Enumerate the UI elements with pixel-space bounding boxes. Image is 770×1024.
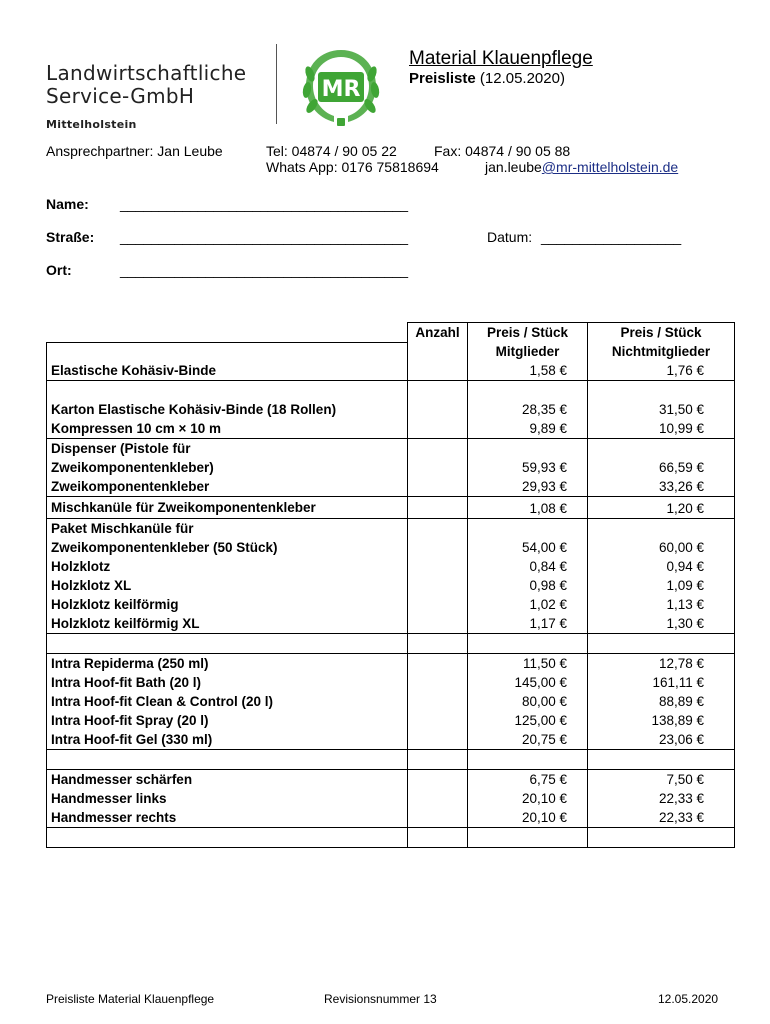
item-name	[47, 519, 408, 558]
item-nonmember-price: 0,94 €	[588, 557, 735, 576]
street-label: Straße:	[46, 229, 95, 245]
item-quantity[interactable]	[408, 789, 468, 808]
item-member-price: 28,35 €	[468, 400, 588, 419]
header-nonmember-price: Preis / Stück	[588, 323, 735, 343]
item-nonmember-price: 22,33 €	[588, 808, 735, 828]
table-row	[47, 730, 735, 750]
item-name: Holzklotz	[47, 557, 408, 576]
item-nonmember-price: 7,50 €	[588, 770, 735, 790]
item-nonmember-price: 1,20 €	[588, 497, 735, 519]
item-member-price: 20,10 €	[468, 808, 588, 828]
item-nonmember-price: 1,30 €	[588, 614, 735, 634]
item-quantity[interactable]	[408, 400, 468, 419]
item-quantity[interactable]	[408, 654, 468, 674]
item-member-price: 20,10 €	[468, 789, 588, 808]
item-member-price: 125,00 €	[468, 711, 588, 730]
item-name: Holzklotz keilförmig XL	[47, 614, 408, 634]
item-nonmember-price: 10,99 €	[588, 419, 735, 439]
item-member-price: 29,93 €	[468, 477, 588, 497]
table-row	[47, 654, 735, 674]
header-divider	[276, 44, 277, 124]
item-name: Intra Hoof-fit Clean & Control (20 l)	[47, 692, 408, 711]
company-line2: Service-GmbH	[46, 84, 195, 108]
item-name: Intra Hoof-fit Spray (20 l)	[47, 711, 408, 730]
item-quantity[interactable]	[408, 519, 468, 558]
item-name: Kompressen 10 cm × 10 m	[47, 419, 408, 439]
header-member-price: Preis / Stück	[468, 323, 588, 343]
table-row	[47, 519, 735, 558]
table-row	[47, 711, 735, 730]
table-row	[47, 557, 735, 576]
email-user: jan.leube	[485, 159, 542, 175]
item-name: Handmesser links	[47, 789, 408, 808]
item-nonmember-price: 23,06 €	[588, 730, 735, 750]
date-field-line[interactable]: __________________	[541, 229, 682, 245]
item-name-line1: Paket Mischkanüle für	[51, 521, 194, 536]
name-label: Name:	[46, 196, 89, 212]
item-member-price: 145,00 €	[468, 673, 588, 692]
item-quantity[interactable]	[408, 576, 468, 595]
item-name-line1: Dispenser (Pistole für	[51, 441, 191, 456]
item-member-price: 9,89 €	[468, 419, 588, 439]
page-subtitle	[409, 70, 565, 87]
table-row	[47, 673, 735, 692]
item-quantity[interactable]	[408, 361, 468, 381]
item-member-price: 1,17 €	[468, 614, 588, 634]
table-row	[47, 770, 735, 790]
date-label: Datum:	[487, 229, 533, 245]
footer-revision: Revisionsnummer 13	[324, 992, 437, 1006]
item-name: Holzklotz XL	[47, 576, 408, 595]
footer-date: 12.05.2020	[658, 992, 719, 1006]
item-member-price: 0,98 €	[468, 576, 588, 595]
item-quantity[interactable]	[408, 419, 468, 439]
header-member-label: Mitglieder	[468, 342, 588, 361]
item-nonmember-price: 66,59 €	[588, 439, 735, 478]
logo-text: MR	[321, 77, 361, 102]
contact-whatsapp: Whats App: 0176 75818694	[266, 159, 439, 175]
item-name: Handmesser rechts	[47, 808, 408, 828]
contact-partner: Ansprechpartner: Jan Leube	[46, 143, 223, 159]
item-member-price: 20,75 €	[468, 730, 588, 750]
item-member-price: 11,50 €	[468, 654, 588, 674]
item-name: Holzklotz keilförmig	[47, 595, 408, 614]
item-member-price: 59,93 €	[468, 439, 588, 478]
table-row	[47, 400, 735, 419]
item-quantity[interactable]	[408, 770, 468, 790]
subtitle-date: (12.05.2020)	[479, 70, 565, 87]
contact-fax: Fax: 04874 / 90 05 88	[434, 143, 571, 159]
table-row	[47, 477, 735, 497]
item-quantity[interactable]	[408, 673, 468, 692]
page-title: Material Klauenpflege	[409, 48, 593, 69]
item-member-price: 0,84 €	[468, 557, 588, 576]
item-quantity[interactable]	[408, 808, 468, 828]
email-domain-link[interactable]: @mr-mittelholstein.de	[541, 159, 679, 175]
item-quantity[interactable]	[408, 497, 468, 519]
table-row	[47, 576, 735, 595]
footer-left: Preisliste Material Klauenpflege	[46, 992, 215, 1006]
table-row-empty	[47, 634, 735, 654]
item-name: Karton Elastische Kohäsiv-Binde (18 Rollen)	[47, 400, 408, 419]
contact-tel: Tel: 04874 / 90 05 22	[266, 143, 397, 159]
item-quantity[interactable]	[408, 730, 468, 750]
item-quantity[interactable]	[408, 477, 468, 497]
item-name: Intra Hoof-fit Gel (330 ml)	[47, 730, 408, 750]
company-branch: Mittelholstein	[46, 118, 137, 131]
price-table	[46, 322, 735, 848]
item-name: Intra Hoof-fit Bath (20 l)	[47, 673, 408, 692]
item-nonmember-price: 161,11 €	[588, 673, 735, 692]
item-name-line2: Zweikomponentenkleber)	[51, 460, 214, 475]
item-nonmember-price: 31,50 €	[588, 400, 735, 419]
item-quantity[interactable]	[408, 557, 468, 576]
table-header-row-2	[47, 342, 735, 361]
item-name: Intra Repiderma (250 ml)	[47, 654, 408, 674]
table-row	[47, 614, 735, 634]
item-member-price: 1,02 €	[468, 595, 588, 614]
item-name: Handmesser schärfen	[47, 770, 408, 790]
item-nonmember-price: 22,33 €	[588, 789, 735, 808]
item-nonmember-price: 1,13 €	[588, 595, 735, 614]
item-member-price: 1,08 €	[468, 497, 588, 519]
item-name: Zweikomponentenkleber	[47, 477, 408, 497]
header-anzahl: Anzahl	[408, 323, 468, 343]
table-row	[47, 789, 735, 808]
company-name	[46, 62, 246, 132]
mr-logo	[298, 44, 384, 128]
table-row	[47, 595, 735, 614]
table-row	[47, 808, 735, 828]
item-nonmember-price: 1,76 €	[588, 361, 735, 381]
table-row-empty	[47, 828, 735, 848]
table-row	[47, 419, 735, 439]
item-nonmember-price: 60,00 €	[588, 519, 735, 558]
item-member-price: 6,75 €	[468, 770, 588, 790]
table-row-empty	[47, 750, 735, 770]
city-field-line[interactable]: _____________________________________	[120, 262, 409, 278]
item-quantity[interactable]	[408, 692, 468, 711]
item-nonmember-price: 1,09 €	[588, 576, 735, 595]
item-member-price: 1,58 €	[468, 361, 588, 381]
item-name: Elastische Kohäsiv-Binde	[47, 361, 408, 381]
item-name: Mischkanüle für Zweikomponentenkleber	[47, 497, 408, 519]
item-nonmember-price: 12,78 €	[588, 654, 735, 674]
table-row	[47, 497, 735, 519]
item-member-price: 54,00 €	[468, 519, 588, 558]
item-name-line2: Zweikomponentenkleber (50 Stück)	[51, 540, 278, 555]
header-nonmember-label: Nichtmitglieder	[588, 342, 735, 361]
item-quantity[interactable]	[408, 614, 468, 634]
item-member-price: 80,00 €	[468, 692, 588, 711]
item-nonmember-price: 33,26 €	[588, 477, 735, 497]
table-header-row	[47, 323, 735, 343]
subtitle-label: Preisliste	[409, 70, 476, 87]
table-row	[47, 439, 735, 478]
item-quantity[interactable]	[408, 439, 468, 478]
item-quantity[interactable]	[408, 711, 468, 730]
company-line1: Landwirtschaftliche	[46, 61, 247, 85]
item-nonmember-price: 138,89 €	[588, 711, 735, 730]
item-nonmember-price: 88,89 €	[588, 692, 735, 711]
contact-email[interactable]	[485, 159, 678, 175]
item-name	[47, 439, 408, 478]
table-row	[47, 361, 735, 381]
name-field-line[interactable]: _____________________________________	[120, 196, 409, 212]
street-field-line[interactable]: _____________________________________	[120, 229, 409, 245]
city-label: Ort:	[46, 262, 72, 278]
table-row	[47, 692, 735, 711]
item-quantity[interactable]	[408, 595, 468, 614]
